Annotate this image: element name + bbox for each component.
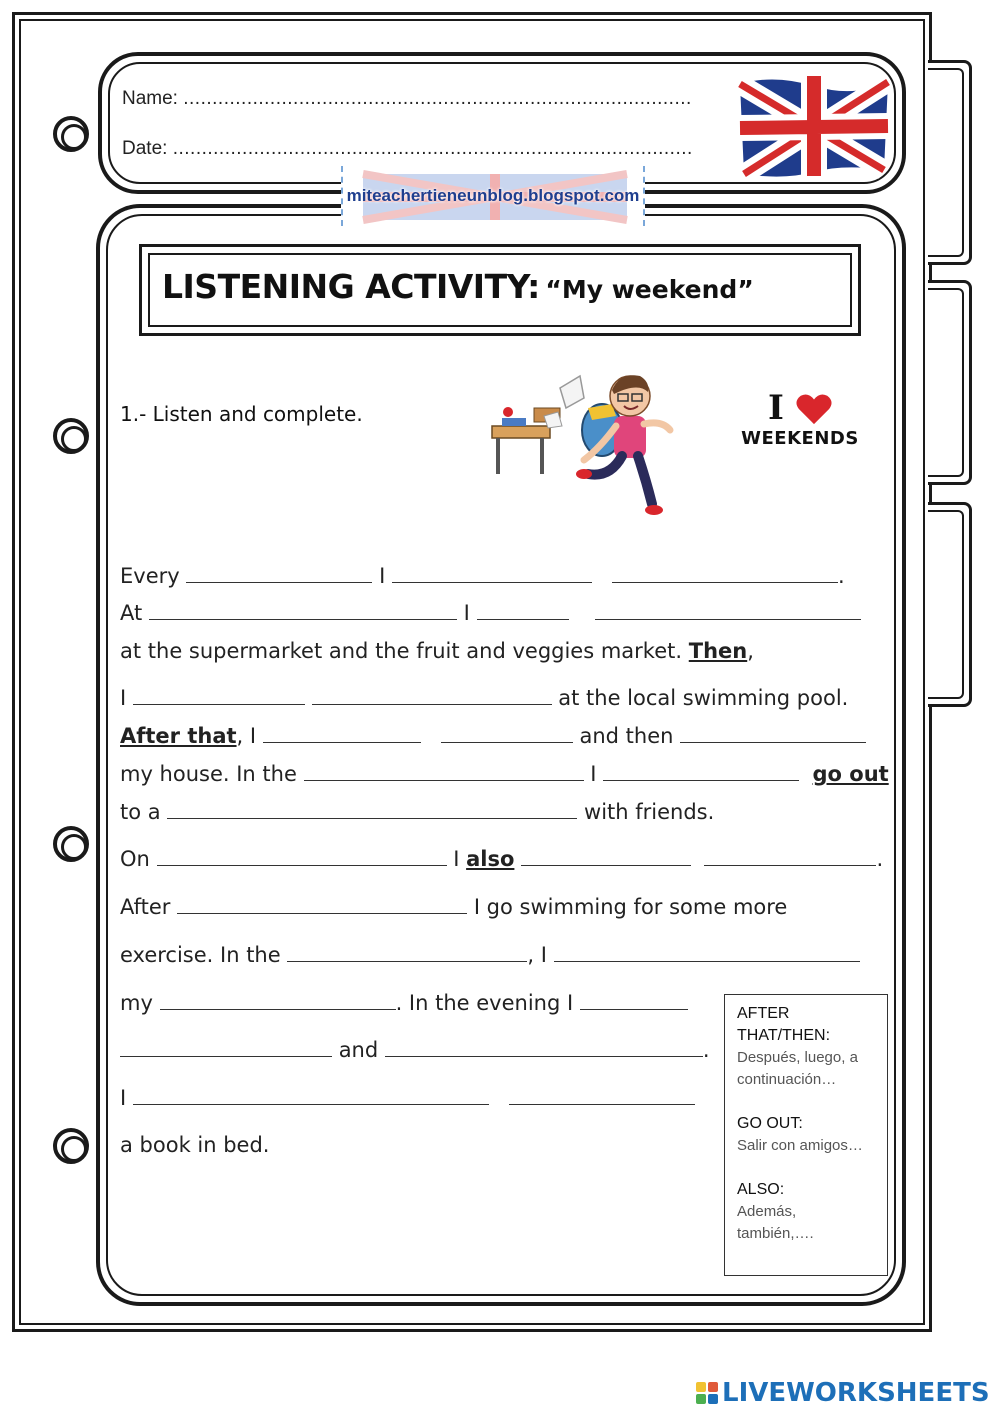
blank-24[interactable] bbox=[385, 1039, 703, 1057]
passage-line-1 bbox=[120, 564, 845, 588]
passage-line-6 bbox=[120, 762, 889, 786]
binder-tab-1 bbox=[928, 60, 972, 265]
blank-2[interactable] bbox=[392, 565, 592, 583]
passage-text: I bbox=[120, 686, 127, 710]
passage-line-4 bbox=[120, 686, 848, 710]
blank-11[interactable] bbox=[680, 725, 866, 743]
passage-line-8 bbox=[120, 847, 883, 871]
passage-text: a book in bed. bbox=[120, 1133, 270, 1157]
passage-text: , I bbox=[527, 943, 547, 967]
passage-text: my house. In the bbox=[120, 762, 297, 786]
passage-line-13 bbox=[120, 1086, 695, 1110]
passage-text: I go swimming for some more bbox=[473, 895, 788, 919]
passage-text: and then bbox=[579, 724, 674, 748]
blank-13[interactable] bbox=[603, 763, 799, 781]
glossary-def-go-out: Salir con amigos… bbox=[737, 1137, 863, 1154]
page-title bbox=[162, 267, 754, 306]
blank-17[interactable] bbox=[704, 848, 876, 866]
passage-text: exercise. In the bbox=[120, 943, 281, 967]
glossary-def-after-that: Después, luego, a continuación… bbox=[737, 1049, 858, 1088]
blank-19[interactable] bbox=[287, 944, 527, 962]
binder-ring-3 bbox=[53, 826, 89, 862]
passage-line-9 bbox=[120, 895, 787, 919]
date-field[interactable] bbox=[122, 138, 693, 160]
passage-text: to a bbox=[120, 800, 161, 824]
blank-21[interactable] bbox=[160, 992, 396, 1010]
passage-text: I bbox=[120, 1086, 127, 1110]
passage-text: I bbox=[379, 564, 386, 588]
i-love-weekends-logo bbox=[738, 390, 862, 450]
binder-tab-2 bbox=[928, 280, 972, 485]
passage-line-3 bbox=[120, 639, 754, 663]
blank-5[interactable] bbox=[477, 602, 569, 620]
glossary-box bbox=[724, 994, 888, 1276]
logo-i-letter: I bbox=[768, 388, 784, 428]
passage-text: . bbox=[837, 564, 845, 588]
binder-ring-2 bbox=[53, 418, 89, 454]
blog-url: miteachertieneunblog.blogspot.com bbox=[346, 186, 640, 205]
blank-9[interactable] bbox=[263, 725, 421, 743]
passage-text: with friends. bbox=[584, 800, 715, 824]
blank-10[interactable] bbox=[441, 725, 573, 743]
binder-ring-4 bbox=[53, 1128, 89, 1164]
passage-text: I bbox=[463, 601, 470, 625]
keyword-also: also bbox=[466, 847, 515, 871]
logo-weekends-word: WEEKENDS bbox=[741, 428, 859, 449]
name-dots: ........................................................................................ bbox=[183, 88, 692, 109]
passage-text: On bbox=[120, 847, 150, 871]
liveworksheets-icon bbox=[696, 1382, 718, 1404]
title-sub: “My weekend” bbox=[545, 275, 754, 304]
date-dots: .......................................................................................... bbox=[172, 138, 693, 159]
passage-text: at the supermarket and the fruit and veggies market. bbox=[120, 639, 683, 663]
passage-text: at the local swimming pool. bbox=[558, 686, 849, 710]
uk-flag-icon bbox=[734, 72, 894, 182]
passage-text: I bbox=[453, 847, 460, 871]
running-boy-illustration bbox=[488, 368, 688, 520]
passage-text: , I bbox=[236, 724, 257, 748]
passage-line-12 bbox=[120, 1038, 710, 1062]
passage-text: After bbox=[120, 895, 171, 919]
passage-line-11 bbox=[120, 991, 688, 1015]
glossary-term-go-out: GO OUT: bbox=[737, 1115, 803, 1132]
blank-20[interactable] bbox=[554, 944, 860, 962]
blank-26[interactable] bbox=[509, 1087, 695, 1105]
blank-3[interactable] bbox=[612, 565, 838, 583]
keyword-after-that: After that bbox=[120, 724, 237, 748]
blank-14[interactable] bbox=[167, 801, 577, 819]
liveworksheets-logo[interactable] bbox=[696, 1376, 990, 1410]
binder-ring-1 bbox=[53, 116, 89, 152]
glossary-term-also: ALSO: bbox=[737, 1181, 785, 1198]
passage-line-7 bbox=[120, 800, 714, 824]
passage-line-2 bbox=[120, 601, 861, 625]
blank-6[interactable] bbox=[595, 602, 861, 620]
title-main: LISTENING ACTIVITY: bbox=[162, 267, 540, 306]
passage-text: and bbox=[338, 1038, 379, 1062]
title-box bbox=[139, 244, 861, 336]
blank-16[interactable] bbox=[521, 848, 691, 866]
blank-4[interactable] bbox=[149, 602, 457, 620]
passage-text: my bbox=[120, 991, 153, 1015]
glossary-term-after-that: AFTER THAT/THEN: bbox=[737, 1005, 831, 1044]
blank-15[interactable] bbox=[157, 848, 447, 866]
blank-23[interactable] bbox=[120, 1039, 332, 1057]
blank-22[interactable] bbox=[580, 992, 688, 1010]
passage-text: . bbox=[702, 1038, 710, 1062]
keyword-then: Then bbox=[688, 639, 748, 663]
passage-line-10 bbox=[120, 943, 860, 967]
blank-8[interactable] bbox=[312, 687, 552, 705]
keyword-go-out: go out bbox=[812, 762, 889, 786]
passage-text: I bbox=[590, 762, 597, 786]
passage-text: Every bbox=[120, 564, 180, 588]
passage-text: . In the evening I bbox=[395, 991, 574, 1015]
blank-25[interactable] bbox=[133, 1087, 489, 1105]
name-label: Name: bbox=[122, 88, 178, 109]
blank-12[interactable] bbox=[304, 763, 584, 781]
date-label: Date: bbox=[122, 138, 168, 159]
glossary-def-also: Además, también,…. bbox=[737, 1203, 814, 1242]
blank-1[interactable] bbox=[186, 565, 372, 583]
passage-line-14 bbox=[120, 1133, 269, 1157]
passage-text: At bbox=[120, 601, 143, 625]
blank-7[interactable] bbox=[133, 687, 305, 705]
instruction-text: 1.- Listen and complete. bbox=[120, 402, 363, 426]
passage-line-5 bbox=[120, 724, 866, 748]
passage-text: , bbox=[747, 639, 754, 663]
blog-banner[interactable] bbox=[341, 166, 645, 226]
passage-text: . bbox=[876, 847, 884, 871]
binder-tab-3 bbox=[928, 502, 972, 707]
liveworksheets-brand: LIVEWORKSHEETS bbox=[722, 1378, 990, 1408]
name-field[interactable] bbox=[122, 88, 692, 110]
heart-icon bbox=[794, 392, 834, 426]
blank-18[interactable] bbox=[177, 896, 467, 914]
